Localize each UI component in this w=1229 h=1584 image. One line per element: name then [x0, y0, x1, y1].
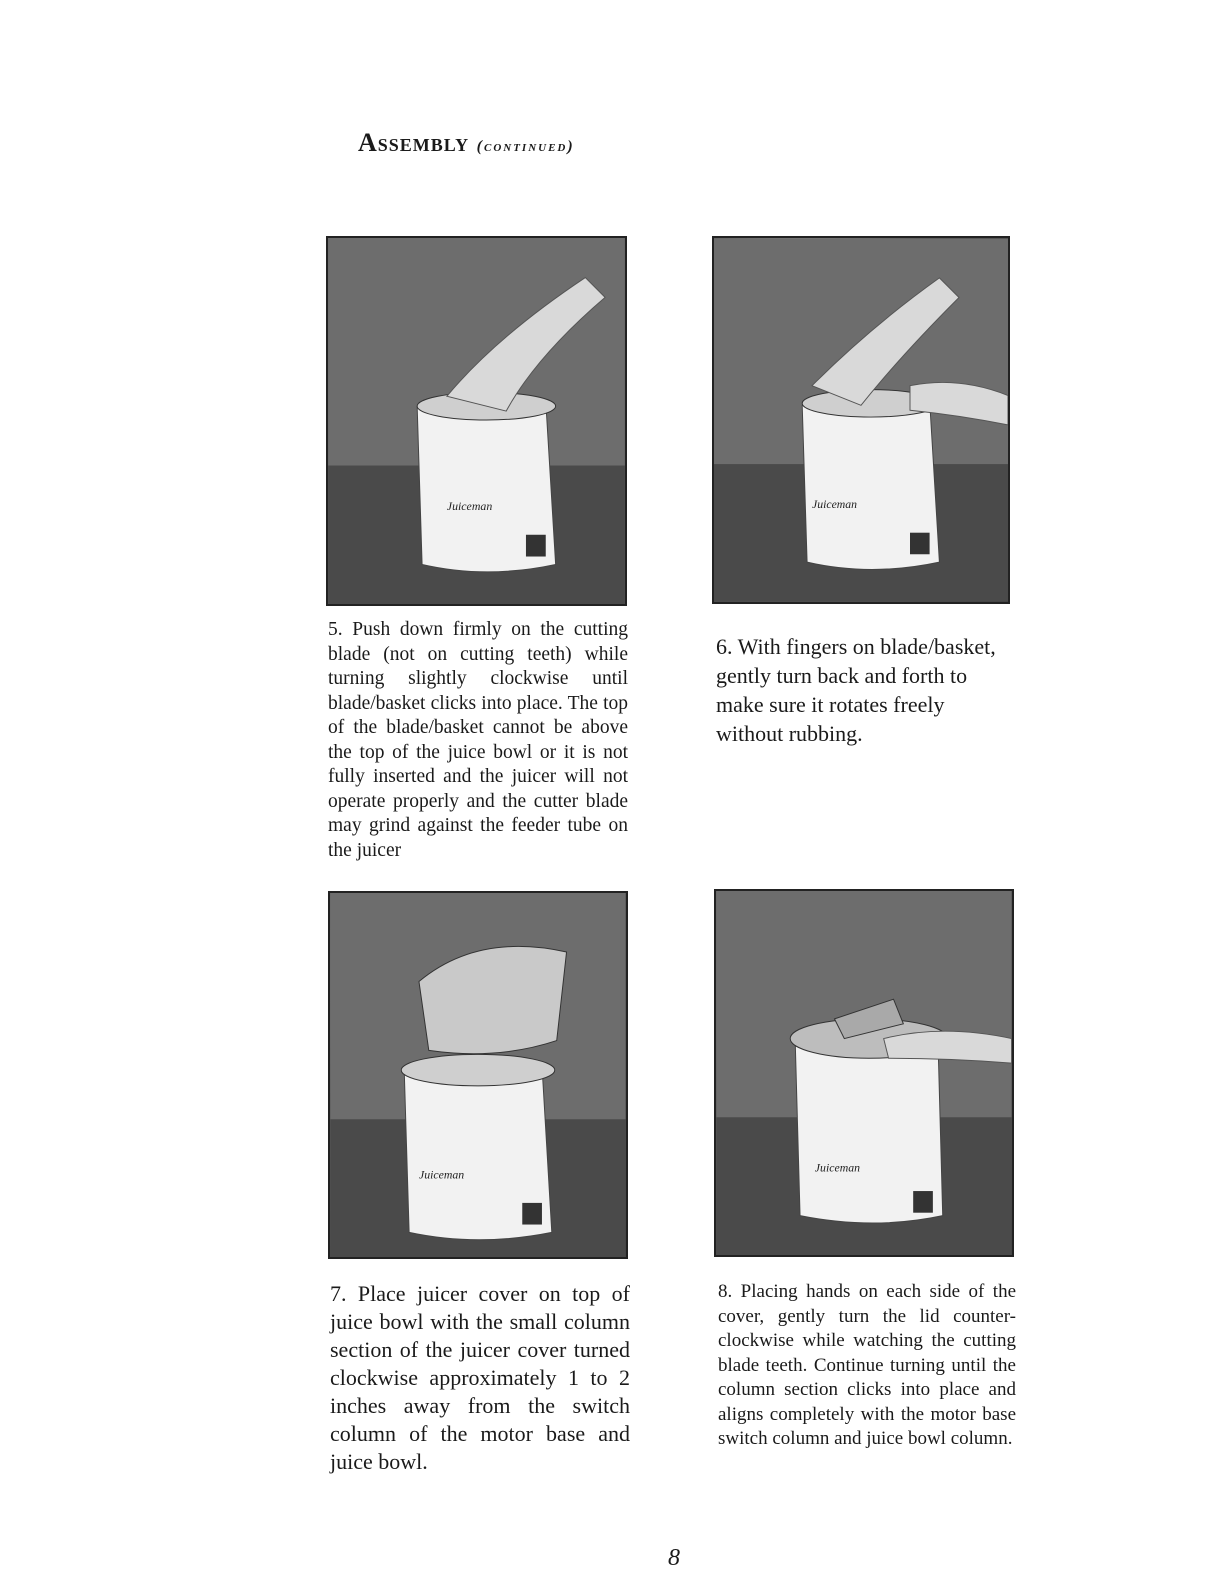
page-title — [358, 128, 575, 158]
title-main: Assembly — [358, 128, 470, 157]
juicer-illustration — [328, 238, 625, 604]
step-8-text — [718, 1280, 1016, 1452]
step-5: 5. Push down firmly on the cutting blade (not on cutting teeth) while turning slightly clockwise until blade/basket clicks into place. The top of the blade/basket cannot be above the top of the juice bowl or it is not fully inserted and the juicer will not operate properly and the cutter blade may grind against the feeder tube on the juicer — [328, 619, 628, 861]
juicer-illustration — [714, 238, 1008, 602]
page-number: 8 — [668, 1545, 680, 1571]
brand-label: Juiceman — [812, 498, 858, 512]
brand-label: Juiceman — [418, 1167, 465, 1182]
step-7-text — [330, 1280, 630, 1476]
brand-label: Juiceman — [446, 499, 493, 514]
figure-step-7 — [328, 891, 628, 1259]
step-6: 6. With fingers on blade/basket, gently turn back and forth to make sure it rotates freely without rubbing. — [716, 634, 996, 746]
step-6-text — [716, 632, 1016, 748]
step-7: 7. Place juicer cover on top of juice bowl with the small column section of the juicer cover turned clockwise approximately 1 to 2 inches away from the switch column of the motor base and juice bowl. — [330, 1281, 630, 1474]
juicer-illustration — [716, 891, 1012, 1255]
brand-label: Juiceman — [814, 1160, 861, 1175]
step-5-text — [328, 618, 628, 863]
figure-step-8 — [714, 889, 1014, 1257]
step-8: 8. Placing hands on each side of the cover, gently turn the lid counter-clockwise while watching the cutting blade teeth. Continue turning until the column section clicks into place and aligns completely with the motor base switch column and juice bowl column. — [718, 1281, 1016, 1449]
title-subtitle: (continued) — [476, 138, 575, 155]
figure-step-5 — [326, 236, 627, 606]
juicer-illustration — [330, 893, 626, 1257]
figure-step-6 — [712, 236, 1010, 604]
